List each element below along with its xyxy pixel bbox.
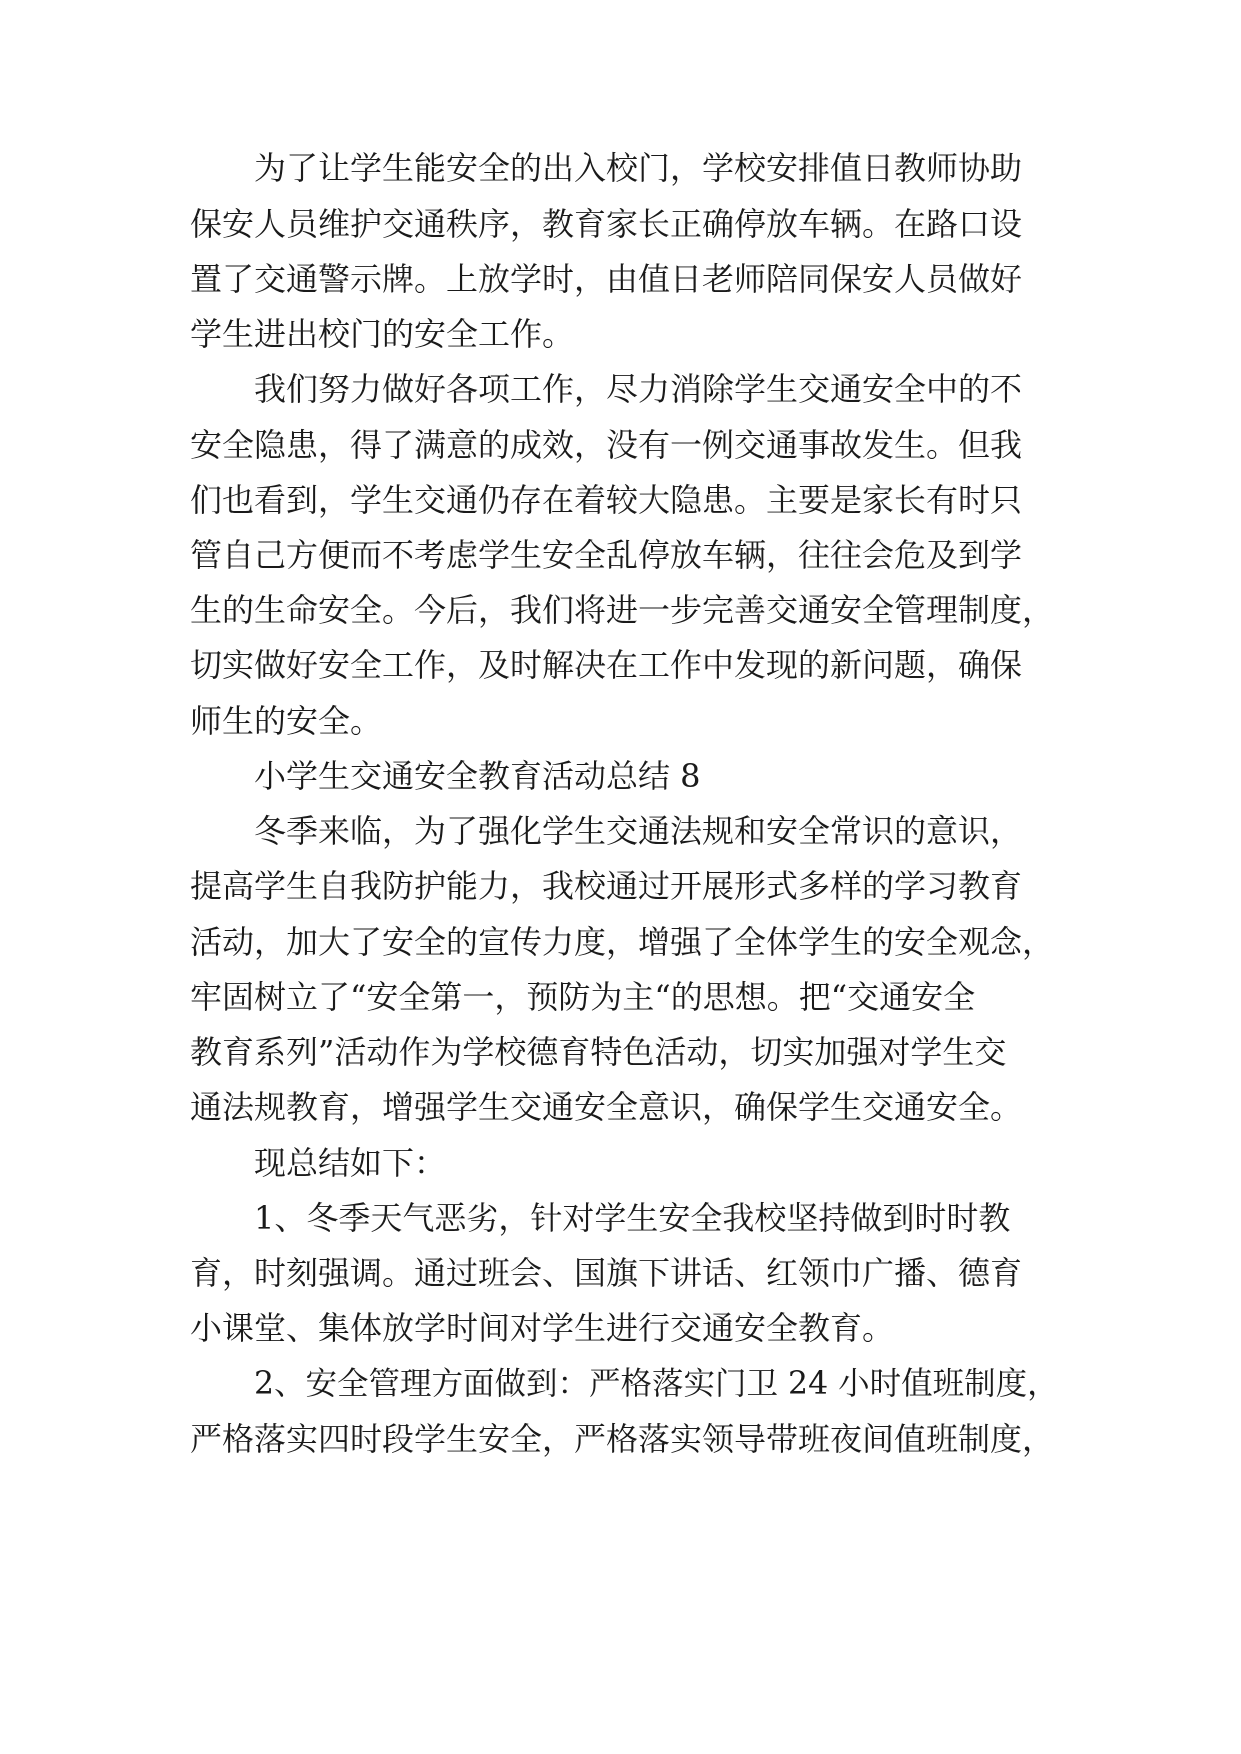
paragraph-line: 为了让学生能安全的出入校门，学校安排值日教师协助 <box>254 149 1023 187</box>
paragraph-line: 师生的安全。 <box>190 702 383 740</box>
list-item-line: 育，时刻强调。通过班会、国旗下讲话、红领巾广播、德育 <box>190 1254 1023 1292</box>
paragraph-line: 冬季来临，为了强化学生交通法规和安全常识的意识， <box>254 812 1023 850</box>
list-item-line: 2、安全管理方面做到：严格落实门卫 24 小时值班制度， <box>254 1366 1059 1402</box>
paragraph-line: 置了交通警示牌。上放学时，由值日老师陪同保安人员做好 <box>190 260 1023 298</box>
paragraph-line: 通法规教育，增强学生交通安全意识，确保学生交通安全。 <box>190 1088 1023 1126</box>
list-item-line: 小课堂、集体放学时间对学生进行交通安全教育。 <box>190 1309 895 1347</box>
paragraph-line: 现总结如下： <box>254 1144 447 1182</box>
paragraph-line: 安全隐患，得了满意的成效，没有一例交通事故发生。但我 <box>190 426 1023 464</box>
paragraph-line: 管自己方便而不考虑学生安全乱停放车辆，往往会危及到学 <box>190 536 1023 574</box>
paragraph-line: 切实做好安全工作，及时解决在工作中发现的新问题，确保 <box>190 646 1023 684</box>
list-item-line: 1、冬季天气恶劣，针对学生安全我校坚持做到时时教 <box>254 1199 1011 1237</box>
paragraph-line: 牢固树立了“安全第一，预防为主“的思想。把“交通安全 <box>190 978 976 1016</box>
paragraph-line: 学生进出校门的安全工作。 <box>190 315 575 353</box>
list-item-line: 严格落实四时段学生安全，严格落实领导带班夜间值班制度， <box>190 1420 1055 1458</box>
section-heading: 小学生交通安全教育活动总结 8 <box>254 757 701 795</box>
paragraph-line: 生的生命安全。今后，我们将进一步完善交通安全管理制度， <box>190 591 1055 629</box>
paragraph-line: 教育系列”活动作为学校德育特色活动，切实加强对学生交 <box>190 1033 1007 1071</box>
paragraph-line: 我们努力做好各项工作，尽力消除学生交通安全中的不 <box>254 370 1023 408</box>
paragraph-line: 们也看到，学生交通仍存在着较大隐患。主要是家长有时只 <box>190 481 1023 519</box>
paragraph-line: 活动，加大了安全的宣传力度，增强了全体学生的安全观念， <box>190 923 1055 961</box>
paragraph-line: 提高学生自我防护能力，我校通过开展形式多样的学习教育 <box>190 867 1023 905</box>
paragraph-line: 保安人员维护交通秩序，教育家长正确停放车辆。在路口设 <box>190 205 1023 243</box>
